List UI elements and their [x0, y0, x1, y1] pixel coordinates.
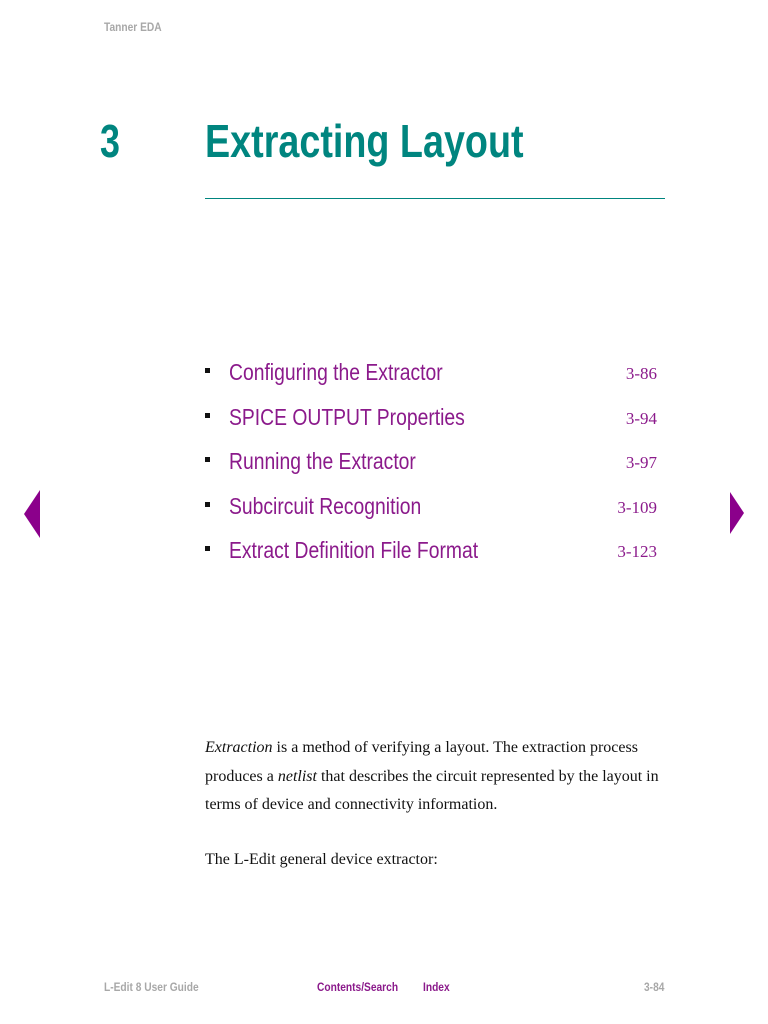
term-netlist: netlist: [277, 767, 317, 785]
footer-page-number: 3-84: [644, 980, 665, 994]
header-brand: Tanner EDA: [104, 20, 162, 34]
intro-paragraph: [205, 734, 667, 820]
footer-guide-title: L-Edit 8 User Guide: [104, 980, 199, 994]
index-link[interactable]: Index: [423, 980, 450, 994]
toc-page-number: 3-109: [617, 497, 657, 517]
toc-link[interactable]: Running the Extractor: [229, 448, 416, 474]
toc-item: [205, 449, 657, 494]
toc-item: [205, 360, 657, 405]
bullet-icon: [205, 546, 210, 551]
bullet-icon: [205, 413, 210, 418]
term-extraction: Extraction: [205, 739, 273, 756]
paragraph-text: that describes the circuit represented by the layout in terms of device and connectivity information.: [205, 767, 659, 813]
contents-search-link[interactable]: Contents/Search: [317, 980, 399, 994]
toc-item: [205, 494, 657, 539]
chapter-title: Extracting Layout: [205, 115, 524, 167]
bullet-icon: [205, 368, 210, 373]
title-divider: [205, 198, 665, 199]
previous-page-arrow-icon[interactable]: [24, 490, 40, 538]
toc-item: [205, 538, 657, 583]
toc-item: [205, 405, 657, 450]
toc-link[interactable]: SPICE OUTPUT Properties: [229, 403, 465, 430]
toc-page-number: 3-97: [625, 453, 657, 472]
toc-link[interactable]: Extract Definition File Format: [229, 537, 479, 563]
chapter-number: 3: [100, 115, 120, 167]
toc-page-number: 3-123: [617, 542, 657, 561]
bullet-icon: [205, 502, 210, 507]
next-page-arrow-icon[interactable]: [730, 492, 744, 534]
extractor-paragraph: The L-Edit general device extractor:: [205, 851, 438, 868]
toc-link[interactable]: Configuring the Extractor: [229, 359, 443, 385]
toc-page-number: 3-86: [625, 364, 657, 383]
toc-link[interactable]: Subcircuit Recognition: [229, 492, 422, 519]
chapter-toc: [205, 360, 657, 583]
toc-page-number: 3-94: [625, 408, 657, 428]
paragraph-text: is a method of verifying a layout. The extraction process produces a: [205, 739, 638, 785]
bullet-icon: [205, 457, 210, 462]
